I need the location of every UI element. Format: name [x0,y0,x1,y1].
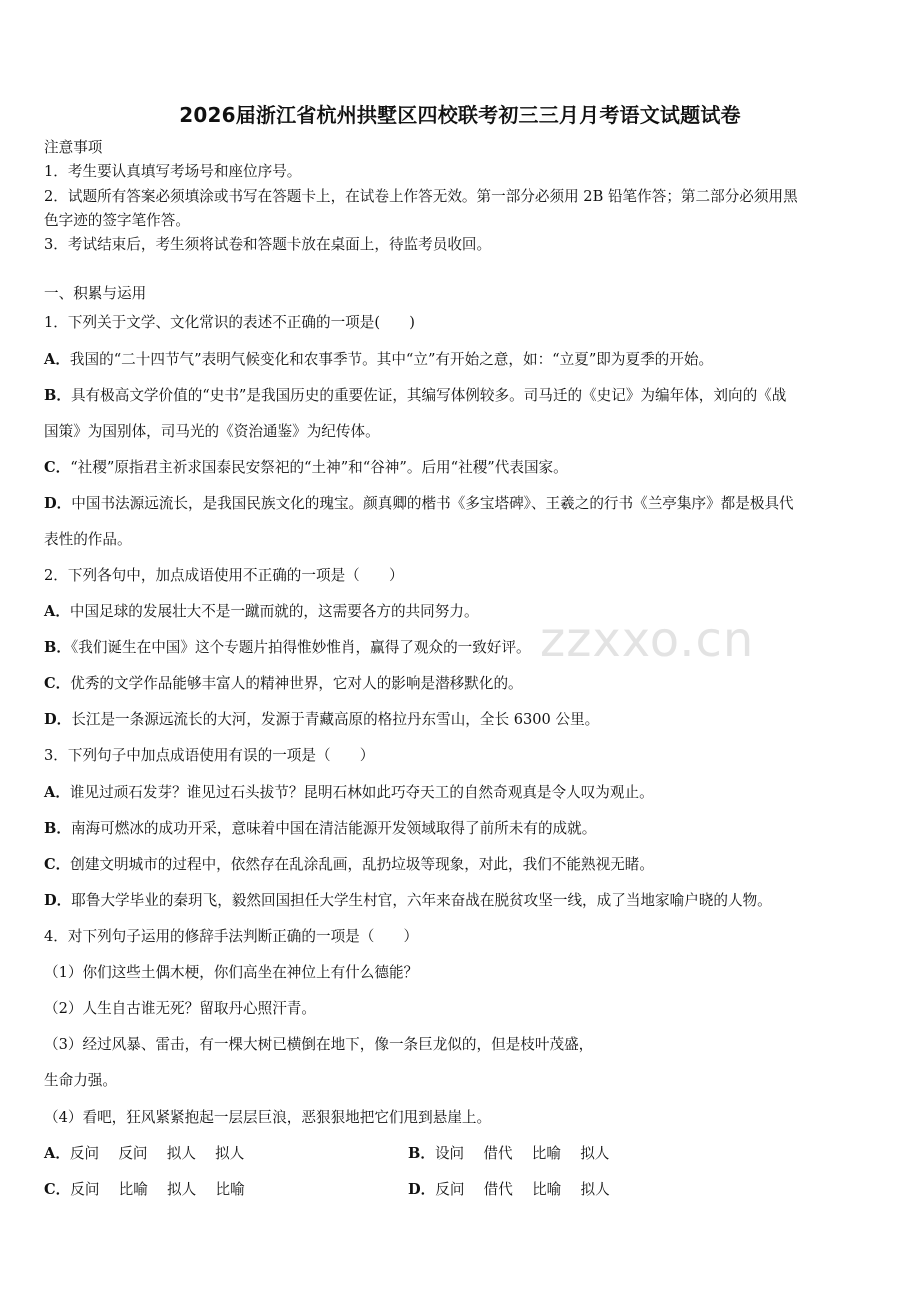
option-letter: C． [44,459,71,476]
option-text: 中国书法源远流长，是我国民族文化的瑰宝。颜真卿的楷书《多宝塔碑》、王羲之的行书《兰亭集序》都是极具代 [71,495,794,512]
option-text: 设问 借代 比喻 拟人 [434,1145,610,1162]
option-letter: D． [44,892,72,909]
option [44,386,880,406]
option-text: 创建文明城市的过程中，依然存在乱涂乱画，乱扔垃圾等现象，对此，我们不能熟视无睹。 [70,856,654,873]
quoted-sentence-continuation: 生命力强。 [44,1072,117,1089]
option-letter: A． [44,784,70,801]
option-text: 中国足球的发展壮大不是一蹴而就的，这需要各方的共同努力。 [69,603,479,620]
option-letter: D． [408,1181,436,1198]
quoted-sentence: （1）你们这些土偶木梗，你们高坐在神位上有什么德能？ [44,964,419,981]
option [44,350,880,370]
option-letter: B． [44,387,71,404]
notice-item: 1．考生要认真填写考场号和座位序号。 [44,163,302,180]
question-stem: 1．下列关于文学、文化常识的表述不正确的一项是( ) [44,314,415,331]
option-row [44,1180,880,1200]
option-letter: D． [44,711,72,728]
option [44,855,880,875]
option-text: 反问 比喻 拟人 比喻 [70,1181,245,1198]
option-letter: B． [408,1145,435,1162]
quoted-sentence: （3）经过风暴、雷击，有一棵大树已横倒在地下，像一条巨龙似的，但是枝叶茂盛， [44,1036,594,1053]
page-title: 2026届浙江省杭州拱墅区四校联考初三三月月考语文试题试卷 [179,103,741,127]
option [44,1181,245,1198]
watermark: zzxxo.cn [540,612,755,668]
option-continuation: 国策》为国别体，司马光的《资治通鉴》为纪传体。 [44,423,380,440]
option-letter: B． [44,639,71,656]
notice-item: 色字迹的签字笔作答。 [44,212,190,229]
notice-heading: 注意事项 [44,139,103,156]
option [44,783,880,803]
option-letter: A． [44,1145,70,1162]
option [44,819,880,839]
option-letter: C． [44,856,71,873]
option-letter: B． [44,820,71,837]
section-heading: 一、积累与运用 [44,285,147,302]
option [44,674,880,694]
notice-item: 3．考试结束后，考生须将试卷和答题卡放在桌面上，待监考员收回。 [44,236,492,253]
option-text: 反问 借代 比喻 拟人 [435,1181,610,1198]
option-continuation: 表性的作品。 [44,531,132,548]
option [44,458,880,478]
option-letter: D． [44,495,72,512]
notice-item: 2．试题所有答案必须填涂或书写在答题卡上，在试卷上作答无效。第一部分必须用 2B 铅笔作答；第二部分必须用黑 [44,188,798,205]
option [44,638,880,658]
option [44,1145,244,1162]
option-text: 耶鲁大学毕业的秦玥飞，毅然回国担任大学生村官，六年来奋战在脱贫攻坚一线，成了当地家喻户晓的人物。 [71,892,772,909]
option [408,1144,609,1164]
option [44,891,880,911]
question-stem: 2．下列各句中，加点成语使用不正确的一项是（ ） [44,567,404,584]
option-row [44,1144,880,1164]
option-text: 优秀的文学作品能够丰富人的精神世界，它对人的影响是潜移默化的。 [70,675,523,692]
option-text: 长江是一条源远流长的大河，发源于青藏高原的格拉丹东雪山，全长 6300 公里。 [71,711,600,728]
quoted-sentence: （2）人生自古谁无死？留取丹心照汗青。 [44,1000,316,1017]
option-letter: A． [44,351,70,368]
option-letter: C． [44,675,71,692]
option-text: 《我们诞生在中国》这个专题片拍得惟妙惟肖，赢得了观众的一致好评。 [70,639,531,656]
option-text: 具有极高文学价值的“史书”是我国历史的重要佐证，其编写体例较多。司马迁的《史记》为编年体，刘向的《战 [70,387,787,404]
option-letter: A． [44,603,70,620]
quoted-sentence: （4）看吧，狂风紧紧抱起一层层巨浪，恶狠狠地把它们甩到悬崖上。 [44,1109,492,1126]
option-text: 谁见过顽石发芽？谁见过石头拔节？昆明石林如此巧夺天工的自然奇观真是令人叹为观止。 [69,784,654,801]
option-letter: C． [44,1181,71,1198]
option [44,494,880,514]
option-text: 南海可燃冰的成功开采，意味着中国在清洁能源开发领域取得了前所未有的成就。 [70,820,597,837]
option-text: “社稷”原指君主祈求国泰民安祭祀的“土神”和“谷神”。后用“社稷”代表国家。 [70,459,568,476]
option [44,710,880,730]
question-stem: 4．对下列句子运用的修辞手法判断正确的一项是（ ） [44,928,419,945]
option-text: 反问 反问 拟人 拟人 [69,1145,245,1162]
option [44,602,880,622]
option [408,1180,610,1200]
option-text: 我国的“二十四节气”表明气候变化和农事季节。其中“立”有开始之意，如：“立夏”即为夏季的开始。 [69,351,714,368]
question-stem: 3．下列句子中加点成语使用有误的一项是（ ） [44,747,375,764]
